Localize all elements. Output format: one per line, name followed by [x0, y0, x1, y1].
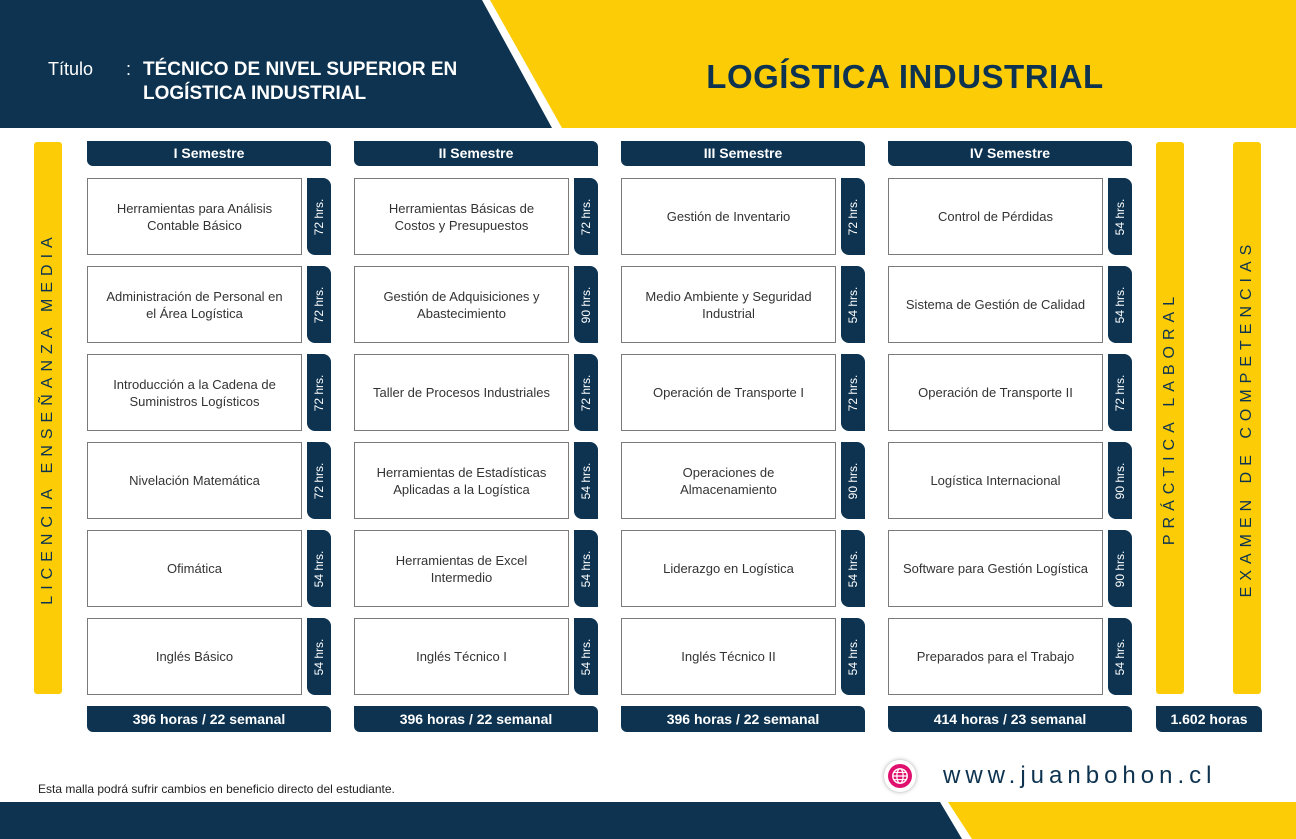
course-cell: [354, 178, 569, 255]
semester-total: 396 horas / 22 semanal: [354, 706, 598, 732]
side-label-licencia: LICENCIA ENSEÑANZA MEDIA: [39, 231, 56, 605]
course-hours-tab: [574, 618, 598, 695]
course-hours-tab: [574, 354, 598, 431]
course-name: Inglés Técnico I: [416, 649, 507, 664]
side-label-practica: PRÁCTICA LABORAL: [1161, 290, 1178, 546]
course-cell: [621, 266, 836, 343]
course-hours: 72 hrs.: [579, 198, 593, 235]
course-hours: 72 hrs.: [579, 374, 593, 411]
course-cell: [621, 178, 836, 255]
course-cell: [354, 442, 569, 519]
course-name: Ofimática: [167, 561, 222, 576]
course-cell: [87, 354, 302, 431]
course-cell: [888, 442, 1103, 519]
course-name: Liderazgo en Logística: [663, 561, 794, 576]
course-hours: 54 hrs.: [312, 550, 326, 587]
semester-header: IV Semestre: [888, 141, 1132, 166]
course-name: Inglés Técnico II: [681, 649, 776, 664]
grand-total: 1.602 horas: [1156, 706, 1262, 732]
footer-navy-band: [0, 802, 962, 839]
course-cell: [354, 266, 569, 343]
course-hours: 54 hrs.: [1113, 638, 1127, 675]
title-value: TÉCNICO DE NIVEL SUPERIOR EN LOGÍSTICA INDUSTRIAL: [143, 59, 458, 104]
course-name: Control de Pérdidas: [938, 209, 1053, 224]
course-name: Herramientas Básicas de Costos y Presupuestos: [388, 200, 535, 233]
course-hours: 90 hrs.: [1113, 550, 1127, 587]
semester-total: 414 horas / 23 semanal: [888, 706, 1132, 732]
course-name: Operación de Transporte II: [918, 385, 1073, 400]
course-hours-tab: [841, 442, 865, 519]
semester-header: II Semestre: [354, 141, 598, 166]
course-hours: 72 hrs.: [312, 198, 326, 235]
course-name: Gestión de Adquisiciones y Abastecimiento: [383, 288, 540, 321]
globe-icon[interactable]: [884, 760, 916, 792]
course-hours-tab: [841, 266, 865, 343]
course-cell: [621, 354, 836, 431]
course-cell: [621, 618, 836, 695]
program-name: LOGÍSTICA INDUSTRIAL: [706, 58, 1104, 95]
course-hours-tab: [307, 178, 331, 255]
course-hours: 90 hrs.: [846, 462, 860, 499]
semester-total: 396 horas / 22 semanal: [621, 706, 865, 732]
course-hours: 54 hrs.: [846, 638, 860, 675]
course-name: Gestión de Inventario: [666, 209, 791, 224]
course-hours: 72 hrs.: [312, 286, 326, 323]
course-hours-tab: [1108, 354, 1132, 431]
course-cell: [621, 530, 836, 607]
course-name: Introducción a la Cadena de Suministros Logísticos: [113, 376, 276, 409]
course-hours: 72 hrs.: [312, 374, 326, 411]
course-hours-tab: [1108, 618, 1132, 695]
side-label-examen: EXAMEN DE COMPETENCIAS: [1238, 238, 1255, 598]
course-name: Software para Gestión Logística: [903, 561, 1088, 576]
course-hours-tab: [307, 354, 331, 431]
course-name: Operaciones de Almacenamiento: [680, 464, 777, 497]
course-cell: [354, 530, 569, 607]
semester-header: III Semestre: [621, 141, 865, 166]
semester-total: 396 horas / 22 semanal: [87, 706, 331, 732]
course-hours: 54 hrs.: [846, 550, 860, 587]
course-name: Taller de Procesos Industriales: [372, 385, 551, 400]
course-name: Nivelación Matemática: [129, 473, 260, 488]
course-name: Herramientas para Análisis Contable Básico: [116, 200, 273, 233]
course-name: Sistema de Gestión de Calidad: [905, 297, 1086, 312]
course-name: Operación de Transporte I: [652, 385, 805, 400]
course-cell: [354, 618, 569, 695]
course-hours-tab: [307, 618, 331, 695]
semester-header: I Semestre: [87, 141, 331, 166]
course-hours-tab: [1108, 266, 1132, 343]
course-name: Administración de Personal en el Área Logística: [106, 288, 283, 321]
course-cell: [87, 530, 302, 607]
course-hours-tab: [574, 178, 598, 255]
course-hours-tab: [841, 178, 865, 255]
title-label: Título: [48, 59, 94, 79]
course-cell: [87, 618, 302, 695]
course-hours: 54 hrs.: [1113, 198, 1127, 235]
course-hours-tab: [1108, 530, 1132, 607]
course-cell: [87, 442, 302, 519]
course-hours: 72 hrs.: [846, 198, 860, 235]
course-cell: [888, 354, 1103, 431]
course-name: Logística Internacional: [930, 473, 1061, 488]
course-name: Herramientas de Excel Intermedio: [395, 552, 528, 585]
course-hours: 54 hrs.: [579, 550, 593, 587]
course-hours-tab: [574, 530, 598, 607]
course-hours-tab: [841, 354, 865, 431]
disclaimer-text: Esta malla podrá sufrir cambios en beneficio directo del estudiante.: [38, 782, 395, 796]
course-hours-tab: [574, 442, 598, 519]
course-name: Preparados para el Trabajo: [916, 649, 1075, 664]
course-name: Herramientas de Estadísticas Aplicadas a la Logística: [376, 464, 547, 497]
course-cell: [888, 618, 1103, 695]
course-hours: 54 hrs.: [312, 638, 326, 675]
course-hours: 72 hrs.: [846, 374, 860, 411]
course-hours: 54 hrs.: [846, 286, 860, 323]
course-hours-tab: [307, 442, 331, 519]
side-bar-examen: [1233, 142, 1261, 694]
course-hours-tab: [1108, 442, 1132, 519]
course-cell: [621, 442, 836, 519]
title-colon: :: [126, 59, 132, 79]
course-hours-tab: [841, 530, 865, 607]
course-hours: 90 hrs.: [1113, 462, 1127, 499]
course-name: Inglés Básico: [155, 649, 234, 664]
course-cell: [888, 266, 1103, 343]
course-cell: [888, 530, 1103, 607]
website-link[interactable]: www.juanbohon.cl: [943, 762, 1217, 789]
course-name: Medio Ambiente y Seguridad Industrial: [645, 288, 812, 321]
course-hours: 54 hrs.: [1113, 286, 1127, 323]
course-hours: 90 hrs.: [579, 286, 593, 323]
course-hours: 54 hrs.: [579, 638, 593, 675]
course-cell: [87, 178, 302, 255]
course-hours-tab: [574, 266, 598, 343]
course-hours: 54 hrs.: [579, 462, 593, 499]
course-hours-tab: [841, 618, 865, 695]
side-bar-licencia: [34, 142, 62, 694]
course-hours: 72 hrs.: [312, 462, 326, 499]
course-cell: [87, 266, 302, 343]
course-hours-tab: [307, 530, 331, 607]
course-cell: [354, 354, 569, 431]
globe-icon-glyph: [891, 767, 909, 785]
course-hours-tab: [1108, 178, 1132, 255]
side-bar-practica: [1156, 142, 1184, 694]
course-cell: [888, 178, 1103, 255]
course-hours-tab: [307, 266, 331, 343]
course-hours: 72 hrs.: [1113, 374, 1127, 411]
